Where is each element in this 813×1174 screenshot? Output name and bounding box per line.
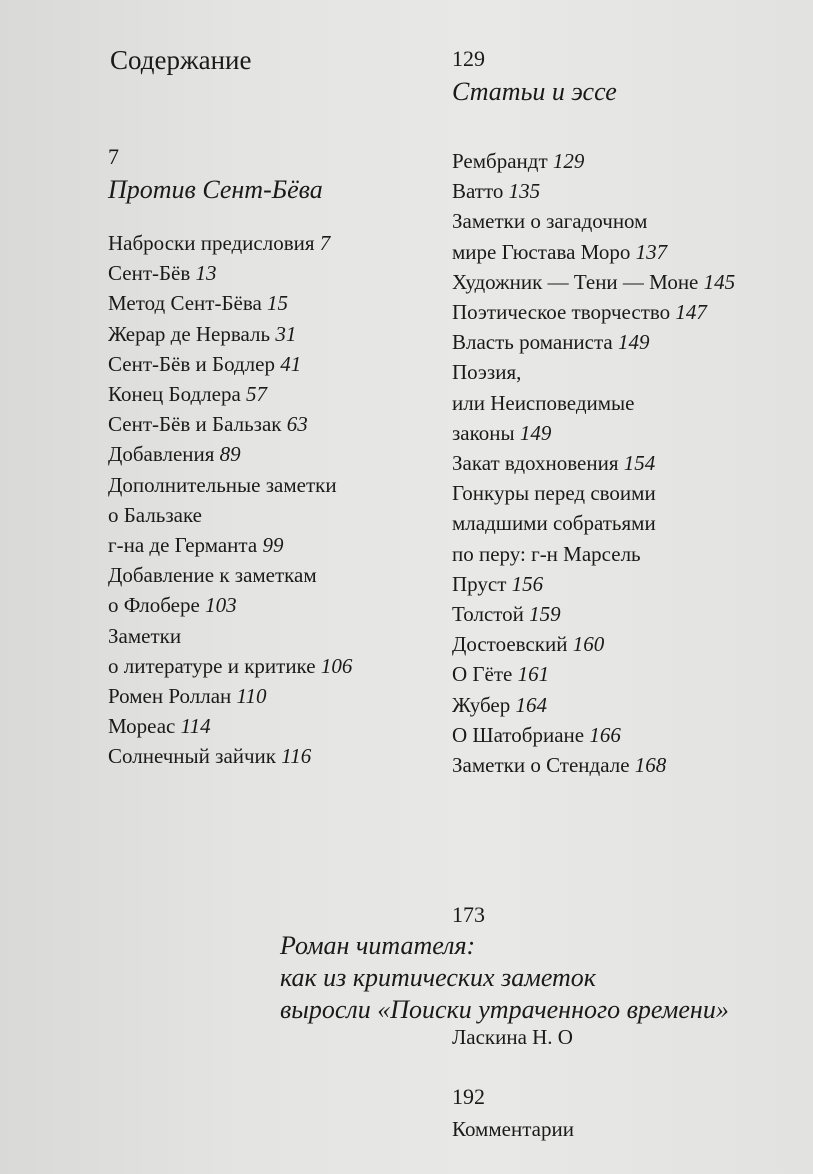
toc-entry: [452, 448, 802, 478]
toc-entry-page: 161: [517, 662, 550, 687]
toc-entry-page: 89: [219, 442, 241, 467]
toc-entry-text: мире Гюстава Моро: [452, 239, 631, 264]
toc-entry-text: Толстой: [452, 602, 524, 627]
right-section: [452, 44, 802, 780]
toc-entry-text: Пруст: [452, 571, 507, 596]
toc-entry: [452, 176, 802, 206]
toc-entry-page: 99: [262, 533, 284, 558]
toc-entry: [452, 206, 802, 236]
toc-entry-page: 57: [246, 382, 268, 407]
toc-entry-page: 160: [572, 632, 605, 657]
essay-title-line: Роман читателя:: [280, 931, 476, 960]
toc-entry-text: Жубер: [452, 692, 511, 717]
toc-entry: [452, 750, 802, 780]
section-title: Против Сент-Бёва: [108, 175, 323, 204]
toc-entry-page: 114: [180, 714, 211, 739]
toc-entry: [452, 267, 802, 297]
commentary-start-page: 192: [452, 1084, 485, 1109]
toc-entry: [108, 288, 438, 318]
toc-entry-text: Ватто: [452, 179, 504, 204]
toc-entry: [108, 500, 438, 530]
toc-entry: [108, 560, 438, 590]
toc-entry-text: Гонкуры перед своими: [452, 481, 656, 506]
toc-entry-text: Добавление к заметкам: [108, 563, 317, 588]
toc-entry-text: Закат вдохновения: [452, 451, 619, 476]
toc-entry-text: младшими собратьями: [452, 511, 656, 536]
toc-entry-text: Сент-Бёв: [108, 261, 191, 286]
toc-entry-text: Заметки: [108, 623, 182, 648]
toc-entry-page: 147: [675, 300, 707, 325]
toc-entry: [108, 590, 438, 620]
toc-entry: [108, 681, 438, 711]
toc-entry: [452, 357, 802, 387]
toc-entry: [108, 228, 438, 258]
toc-entry-page: 41: [280, 351, 302, 376]
toc-entry: [452, 599, 802, 629]
toc-entry: [452, 508, 802, 538]
toc-entry-page: 129: [552, 149, 585, 173]
toc-entry-text: Заметки о загадочном: [452, 209, 648, 234]
toc-entry-text: Художник — Тени — Моне: [452, 269, 699, 294]
toc-entry: [108, 621, 438, 651]
toc-entry: [108, 319, 438, 349]
toc-entry: [108, 741, 438, 771]
toc-entry: [108, 349, 438, 379]
toc-entry-text: Сент-Бёв и Бальзак: [108, 412, 282, 437]
toc-entry-text: Добавления: [108, 442, 215, 467]
toc-entry-page: 166: [589, 722, 621, 747]
toc-entry-page: 137: [635, 239, 668, 264]
toc-entry: [108, 651, 438, 681]
toc-entry-text: Наброски предисловия: [108, 231, 315, 255]
toc-entry: [108, 379, 438, 409]
toc-entry-text: О Шатобриане: [452, 722, 585, 747]
toc-entry-page: 154: [623, 451, 656, 476]
toc-entry-page: 164: [515, 692, 547, 717]
toc-entry-page: 106: [320, 653, 353, 678]
toc-entry: [452, 720, 802, 750]
toc-entry-text: Метод Сент-Бёва: [108, 291, 262, 316]
toc-entry-page: 159: [529, 602, 561, 627]
toc-entry: [108, 439, 438, 469]
toc-entry: [108, 711, 438, 741]
toc-entry-page: 15: [267, 291, 289, 316]
toc-entry: [108, 258, 438, 288]
toc-entry-page: 31: [275, 321, 297, 346]
toc-entry-page: 110: [236, 684, 267, 709]
toc-entry: [452, 569, 802, 599]
toc-entry-text: Поэзия,: [452, 360, 522, 385]
toc-entry: [108, 470, 438, 500]
toc-entry: [452, 629, 802, 659]
toc-entry-text: законы: [452, 420, 515, 445]
toc-entry: [108, 409, 438, 439]
toc-entry-text: Заметки о Стендале: [452, 753, 630, 778]
toc-entry-page: 149: [618, 330, 650, 355]
toc-entry: [108, 530, 438, 560]
toc-entry-text: Конец Бодлера: [108, 382, 241, 407]
toc-entry-text: Поэтическое творчество: [452, 300, 671, 325]
toc-entry: [452, 659, 802, 689]
toc-entry: [452, 297, 802, 327]
toc-entry-page: 116: [281, 744, 312, 769]
essay-title-line: выросли «Поиски утраченного времени»: [280, 995, 729, 1024]
toc-entry-page: 168: [634, 753, 667, 778]
essay-title: [280, 930, 729, 1026]
toc-entry-page: 145: [703, 269, 736, 294]
toc-entry: [452, 539, 802, 569]
toc-entry-text: Мореас: [108, 714, 176, 739]
toc-entry-text: г-на де Германта: [108, 533, 258, 558]
toc-entry-page: 103: [205, 593, 237, 618]
toc-entry-text: по перу: г-н Марсель: [452, 541, 641, 566]
toc-entry-text: Рембрандт: [452, 149, 548, 173]
toc-entry-text: о литературе и критике: [108, 653, 316, 678]
toc-entry: [452, 327, 802, 357]
section-start-page: 7: [108, 144, 119, 169]
section-title: Статьи и эссе: [452, 77, 617, 106]
essay-author: Ласкина Н. О: [452, 1025, 573, 1049]
left-entries: [108, 228, 438, 772]
toc-entry-page: 7: [319, 231, 331, 255]
toc-entry: [452, 388, 802, 418]
toc-entry-page: 156: [511, 571, 544, 596]
toc-entry-page: 63: [286, 412, 308, 437]
toc-entry: [452, 690, 802, 720]
section-start-page: 129: [452, 46, 485, 71]
toc-entry-text: о Флобере: [108, 593, 200, 618]
toc-entry-page: 149: [519, 420, 552, 445]
essay-start-page: 173: [452, 902, 485, 927]
essay-title-line: как из критических заметок: [280, 963, 596, 992]
toc-entry-text: Солнечный зайчик: [108, 744, 276, 769]
toc-entry-text: О Гёте: [452, 662, 513, 687]
right-entries: [452, 146, 802, 780]
toc-entry-text: Сент-Бёв и Бодлер: [108, 351, 275, 376]
toc-entry-text: Власть романиста: [452, 330, 613, 355]
left-section: [108, 142, 438, 772]
toc-entry: [452, 478, 802, 508]
toc-entry-text: о Бальзаке: [108, 502, 202, 527]
toc-entry-text: или Неисповедимые: [452, 390, 635, 415]
toc-entry-text: Жерар де Нерваль: [108, 321, 271, 346]
toc-entry-text: Достоевский: [452, 632, 568, 657]
toc-entry: [452, 237, 802, 267]
toc-title: Содержание: [110, 45, 252, 75]
toc-entry-page: 13: [195, 261, 217, 286]
toc-entry: [452, 146, 802, 176]
toc-entry-text: Дополнительные заметки: [108, 472, 337, 497]
toc-entry-page: 135: [508, 179, 541, 204]
commentary-label: Комментарии: [452, 1117, 574, 1141]
toc-entry: [452, 418, 802, 448]
toc-entry-text: Ромен Роллан: [108, 684, 232, 709]
